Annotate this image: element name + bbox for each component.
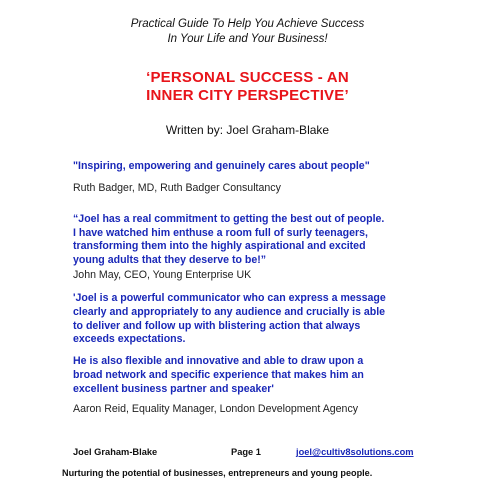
footer-author: Joel Graham-Blake (73, 447, 158, 457)
testimonial-1-attribution: Ruth Badger, MD, Ruth Badger Consultancy (73, 182, 281, 194)
testimonial-3-quote-line-3: to deliver and follow up with blistering action that always (73, 320, 361, 332)
author-byline: Written by: Joel Graham-Blake (165, 123, 330, 137)
footer-email-link[interactable]: joel@cultiv8solutions.com (296, 447, 414, 457)
testimonial-3-quote-line-2: clearly and appropriately to any audience and crucially is able (73, 306, 386, 318)
subtitle-line-2: In Your Life and Your Business! (167, 33, 328, 45)
testimonial-3-attribution: Aaron Reid, Equality Manager, London Development Agency (73, 403, 359, 415)
title-line-1: ‘PERSONAL SUCCESS - AN (146, 69, 349, 86)
testimonial-2-quote-line-4: young adults that they deserve to be!” (73, 254, 267, 266)
testimonial-1-quote-line-1: "Inspiring, empowering and genuinely cares about people" (73, 160, 370, 172)
title-line-2: INNER CITY PERSPECTIVE’ (146, 87, 349, 104)
testimonial-2-attribution: John May, CEO, Young Enterprise UK (73, 269, 252, 281)
testimonial-2-quote-line-2: I have watched him enthuse a room full of surly teenagers, (73, 227, 368, 239)
subtitle-line-1: Practical Guide To Help You Achieve Success (130, 18, 365, 30)
testimonial-2-quote-line-1: “Joel has a real commitment to getting the best out of people. (73, 213, 385, 225)
testimonial-3-quote-line-1: 'Joel is a powerful communicator who can express a message (73, 292, 386, 304)
testimonial-2-quote-line-3: transforming them into the highly aspirational and excited (73, 240, 366, 252)
testimonial-3-quote-line-6: broad network and specific experience that makes him an (73, 369, 364, 381)
testimonial-3-quote-line-7: excellent business partner and speaker' (73, 383, 274, 395)
footer-page-number: Page 1 (231, 447, 261, 457)
footer-tagline: Nurturing the potential of businesses, entrepreneurs and young people. (62, 468, 373, 478)
testimonial-3-quote-line-4: exceeds expectations. (73, 333, 186, 345)
testimonial-3-quote-line-5: He is also flexible and innovative and able to draw upon a (73, 355, 364, 367)
